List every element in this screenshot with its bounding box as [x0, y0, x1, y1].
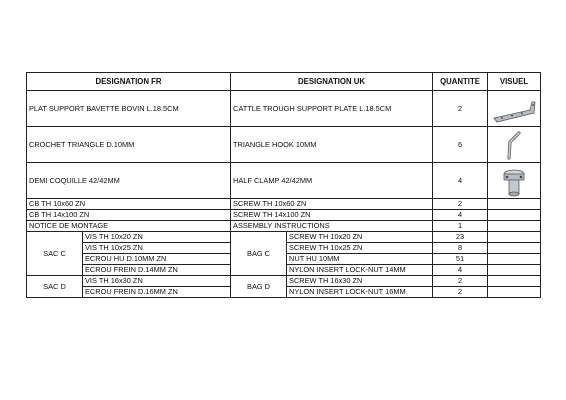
designation-uk-cell: SCREW TH 10x60 ZN [231, 199, 433, 210]
table-row [27, 91, 541, 127]
visual-cell [488, 287, 541, 298]
designation-fr-cell: CB TH 14x100 ZN [27, 210, 231, 221]
triangle-hook-icon [499, 129, 529, 161]
designation-fr-cell: ECROU FREIN D.14MM ZN [83, 265, 231, 276]
visual-cell [488, 254, 541, 265]
table-row [27, 232, 541, 243]
quantity-cell: 2 [433, 287, 488, 298]
visual-cell [488, 127, 541, 163]
quantity-cell: 2 [433, 199, 488, 210]
designation-uk-cell: HALF CLAMP 42/42MM [231, 163, 433, 199]
visual-cell [488, 276, 541, 287]
quantity-cell: 4 [433, 210, 488, 221]
table-row [27, 210, 541, 221]
header-quantity: QUANTITE [433, 73, 488, 91]
designation-uk-cell: NYLON INSERT LOCK-NUT 14MM [287, 265, 433, 276]
bag-d-label-fr: SAC D [27, 276, 83, 298]
parts-table [26, 72, 541, 298]
quantity-cell: 2 [433, 91, 488, 127]
quantity-cell: 4 [433, 265, 488, 276]
table-row [27, 127, 541, 163]
visual-cell [488, 221, 541, 232]
table-row [27, 163, 541, 199]
designation-fr-cell: CB TH 10x60 ZN [27, 199, 231, 210]
table-row [27, 276, 541, 287]
designation-fr-cell: VIS TH 10x20 ZN [83, 232, 231, 243]
visual-cell [488, 243, 541, 254]
quantity-cell: 6 [433, 127, 488, 163]
table-row [27, 221, 541, 232]
visual-cell [488, 265, 541, 276]
header-row [27, 73, 541, 91]
visual-cell [488, 210, 541, 221]
bag-c-label-fr: SAC C [27, 232, 83, 276]
designation-fr-cell: VIS TH 10x25 ZN [83, 243, 231, 254]
designation-uk-cell: TRIANGLE HOOK 10MM [231, 127, 433, 163]
designation-fr-cell: ECROU FREIN D.16MM ZN [83, 287, 231, 298]
designation-uk-cell: NUT HU 10MM [287, 254, 433, 265]
header-designation-uk: DESIGNATION UK [231, 73, 433, 91]
designation-uk-cell: SCREW TH 16x30 ZN [287, 276, 433, 287]
visual-cell [488, 163, 541, 199]
visual-cell [488, 91, 541, 127]
designation-fr-cell: VIS TH 16x30 ZN [83, 276, 231, 287]
designation-uk-cell: CATTLE TROUGH SUPPORT PLATE L.18.5CM [231, 91, 433, 127]
bag-d-label-uk: BAG D [231, 276, 287, 298]
visual-cell [488, 232, 541, 243]
bag-c-label-uk: BAG C [231, 232, 287, 276]
quantity-cell: 23 [433, 232, 488, 243]
designation-fr-cell: NOTICE DE MONTAGE [27, 221, 231, 232]
quantity-cell: 51 [433, 254, 488, 265]
designation-uk-cell: ASSEMBLY INSTRUCTIONS [231, 221, 433, 232]
quantity-cell: 2 [433, 276, 488, 287]
designation-uk-cell: SCREW TH 14x100 ZN [231, 210, 433, 221]
designation-uk-cell: SCREW TH 10x20 ZN [287, 232, 433, 243]
designation-uk-cell: NYLON INSERT LOCK-NUT 16MM [287, 287, 433, 298]
quantity-cell: 1 [433, 221, 488, 232]
designation-fr-cell: ECROU HU D.10MM ZN [83, 254, 231, 265]
designation-fr-cell: PLAT SUPPORT BAVETTE BOVIN L.18.5CM [27, 91, 231, 127]
header-visual: VISUEL [488, 73, 541, 91]
quantity-cell: 8 [433, 243, 488, 254]
header-designation-fr: DESIGNATION FR [27, 73, 231, 91]
designation-fr-cell: CROCHET TRIANGLE D.10MM [27, 127, 231, 163]
designation-uk-cell: SCREW TH 10x25 ZN [287, 243, 433, 254]
visual-cell [488, 199, 541, 210]
half-clamp-icon [499, 164, 529, 198]
quantity-cell: 4 [433, 163, 488, 199]
designation-fr-cell: DEMI COQUILLE 42/42MM [27, 163, 231, 199]
table-row [27, 199, 541, 210]
support-plate-icon [490, 94, 538, 124]
